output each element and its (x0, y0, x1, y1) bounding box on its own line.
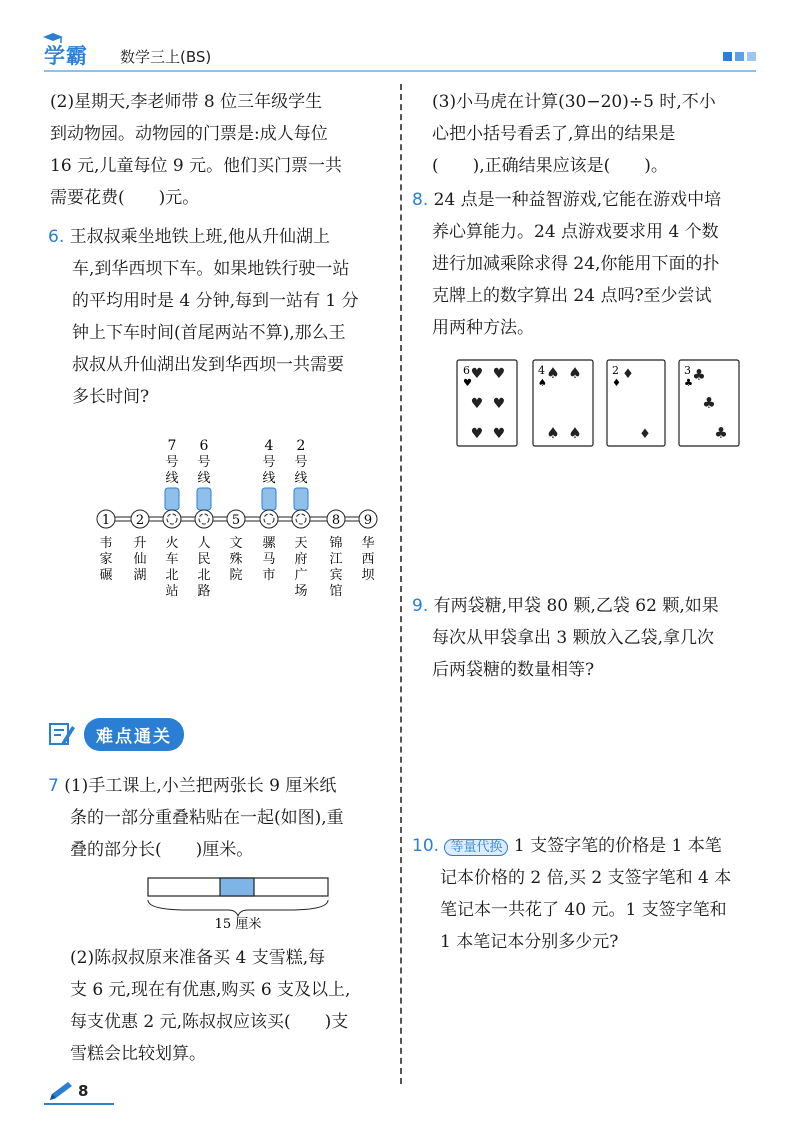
station-2 (131, 510, 149, 528)
text-line: (2)星期天,李老师带 8 位三年级学生 (50, 92, 323, 112)
svg-text:线: 线 (165, 471, 179, 486)
svg-text:8: 8 (331, 513, 341, 528)
svg-text:号: 号 (197, 455, 211, 470)
svg-text:场: 场 (294, 584, 308, 599)
text-line: 叠的部分长( )厘米。 (70, 840, 254, 860)
svg-text:北: 北 (197, 568, 211, 583)
text-line: 需要花费( )元。 (50, 188, 200, 208)
strip-total-label: 15 厘米 (214, 917, 262, 932)
svg-text:2: 2 (296, 438, 306, 454)
text-line: 雪糕会比较划算。 (70, 1044, 206, 1064)
svg-text:广: 广 (294, 568, 308, 583)
text-line: 钟上下车时间(首尾两站不算),那么王 (72, 323, 346, 343)
svg-text:人: 人 (197, 536, 211, 551)
svg-text:7: 7 (167, 438, 177, 454)
header-rule (44, 70, 756, 72)
svg-text:湖: 湖 (133, 568, 147, 583)
svg-text:♠: ♠ (546, 364, 560, 382)
svg-text:♠: ♠ (546, 424, 560, 442)
question-5-2 (50, 86, 390, 214)
text-line: 每次从甲袋拿出 3 颗放入乙袋,拿几次 (432, 628, 715, 648)
question-number: 9. (412, 596, 429, 616)
transfer-line-4 (262, 438, 276, 510)
question-number: 7 (48, 776, 59, 796)
method-tag: 等量代换 (444, 839, 508, 856)
svg-text:路: 路 (197, 584, 211, 599)
page-footer (44, 1078, 124, 1108)
svg-text:宾: 宾 (329, 568, 343, 583)
card-3-clubs (679, 360, 739, 446)
svg-text:♥: ♥ (492, 366, 506, 382)
section-banner (48, 718, 184, 750)
station-name-4 (197, 536, 210, 599)
brand-logo (44, 40, 88, 70)
svg-text:♥: ♥ (470, 426, 484, 442)
text-line: 24 点是一种益智游戏,它能在游戏中培 (433, 190, 722, 210)
header-decoration (723, 52, 756, 61)
logo-text: 学霸 (44, 44, 88, 68)
svg-text:9: 9 (363, 513, 373, 528)
text-line: 多长时间? (72, 387, 150, 407)
text-line: 叔叔从升仙湖出发到华西坝一共需要 (72, 355, 344, 375)
question-10 (412, 830, 757, 958)
station-name-3 (165, 535, 178, 599)
svg-text:馆: 馆 (329, 584, 343, 599)
text-line: 16 元,儿童每位 9 元。他们买门票一共 (50, 156, 343, 176)
svg-text:线: 线 (294, 471, 308, 486)
svg-text:4: 4 (538, 364, 545, 377)
question-number: 10. (412, 836, 440, 856)
question-7-3 (432, 86, 762, 182)
svg-text:民: 民 (197, 552, 211, 567)
pencil-note-icon (48, 720, 76, 748)
svg-text:升: 升 (133, 536, 147, 551)
svg-text:号: 号 (165, 455, 179, 470)
svg-text:韦: 韦 (99, 536, 113, 551)
station-6-transfer (260, 510, 278, 528)
question-number: 8. (412, 190, 429, 210)
svg-text:♦: ♦ (622, 367, 634, 382)
book-title: 数学三上(BS) (120, 48, 212, 66)
station-4-transfer (195, 510, 213, 528)
svg-text:3: 3 (684, 364, 691, 377)
station-5 (227, 510, 245, 528)
svg-text:锦: 锦 (329, 536, 343, 551)
question-8 (412, 184, 757, 344)
station-8 (327, 510, 345, 528)
question-9 (412, 590, 757, 686)
metro-line-diagram (88, 432, 388, 610)
station-name-8 (329, 536, 342, 599)
svg-text:院: 院 (229, 568, 243, 583)
svg-text:♣: ♣ (714, 424, 728, 442)
station-name-5 (229, 536, 242, 583)
pen-icon (48, 1080, 74, 1102)
svg-text:线: 线 (197, 471, 211, 486)
text-line: 条的一部分重叠粘贴在一起(如图),重 (70, 808, 344, 828)
transfer-line-7 (165, 438, 179, 510)
text-line: 笔记本一共花了 40 元。1 支签字笔和 (440, 900, 727, 920)
text-line: (1)手工课上,小兰把两张长 9 厘米纸 (64, 776, 337, 796)
text-line: 有两袋糖,甲袋 80 颗,乙袋 62 颗,如果 (433, 596, 719, 616)
svg-text:线: 线 (262, 471, 276, 486)
svg-text:4: 4 (264, 438, 274, 454)
svg-text:♥: ♥ (492, 396, 506, 412)
text-line: 王叔叔乘坐地铁上班,他从升仙湖上 (69, 227, 331, 247)
footer-rule (44, 1103, 114, 1105)
transfer-line-2 (294, 438, 308, 510)
station-name-9 (361, 535, 375, 583)
svg-text:号: 号 (262, 455, 276, 470)
svg-text:华: 华 (361, 536, 375, 551)
station-names (99, 535, 375, 599)
paper-strip-diagram (140, 872, 340, 932)
svg-text:5: 5 (231, 513, 241, 528)
svg-text:殊: 殊 (229, 552, 243, 567)
text-line: 的平均用时是 4 分钟,每到一站有 1 分 (72, 291, 359, 311)
svg-text:江: 江 (329, 552, 343, 567)
svg-text:♣: ♣ (702, 394, 716, 412)
svg-text:号: 号 (294, 455, 308, 470)
graduation-cap-icon (42, 32, 64, 46)
svg-text:1: 1 (101, 513, 111, 528)
svg-text:家: 家 (99, 552, 113, 567)
svg-text:♠: ♠ (538, 378, 547, 389)
svg-text:天: 天 (294, 536, 308, 551)
text-line: 心把小括号看丢了,算出的结果是 (432, 124, 676, 144)
card-2-diamonds (607, 360, 665, 446)
text-line: (2)陈叔叔原来准备买 4 支雪糕,每 (70, 948, 326, 968)
svg-text:♥: ♥ (470, 396, 484, 412)
svg-text:府: 府 (294, 552, 308, 567)
svg-text:市: 市 (262, 568, 276, 583)
svg-text:2: 2 (135, 513, 145, 528)
question-7-1 (48, 770, 388, 866)
svg-text:♥: ♥ (470, 366, 484, 382)
text-line: 养心算能力。24 点游戏要求用 4 个数 (432, 222, 719, 242)
svg-text:文: 文 (229, 536, 243, 551)
station-3-transfer (163, 510, 181, 528)
text-line: ( ),正确结果应该是( )。 (432, 156, 668, 176)
svg-text:♣: ♣ (692, 366, 706, 384)
text-line: 车,到华西坝下车。如果地铁行驶一站 (72, 259, 350, 279)
svg-text:♣: ♣ (684, 378, 693, 389)
text-line: 到动物园。动物园的门票是:成人每位 (50, 124, 328, 144)
svg-text:♥: ♥ (463, 378, 472, 389)
text-line: 每支优惠 2 元,陈叔叔应该买( )支 (70, 1012, 349, 1032)
question-number: 6. (48, 227, 65, 247)
svg-text:6: 6 (199, 438, 209, 454)
text-line: 支 6 元,现在有优惠,购买 6 支及以上, (70, 980, 351, 1000)
playing-cards (455, 356, 745, 452)
question-6 (48, 221, 388, 413)
text-line: 1 支签字笔的价格是 1 本笔 (513, 836, 722, 856)
card-6-hearts (457, 360, 517, 446)
station-name-2 (133, 536, 146, 583)
transfer-line-6 (197, 438, 211, 510)
text-line: 克牌上的数字算出 24 点吗?至少尝试 (432, 286, 712, 306)
svg-text:♦: ♦ (612, 378, 621, 389)
station-name-6 (262, 536, 276, 583)
svg-text:仙: 仙 (133, 552, 147, 567)
svg-text:马: 马 (262, 552, 276, 567)
question-7-2 (70, 942, 400, 1070)
page-header (44, 40, 756, 74)
section-title: 难点通关 (84, 718, 184, 751)
svg-text:♥: ♥ (492, 426, 506, 442)
station-name-7 (294, 536, 307, 599)
text-line: 记本价格的 2 倍,买 2 支签字笔和 4 本 (440, 868, 732, 888)
svg-text:♠: ♠ (568, 424, 582, 442)
svg-text:站: 站 (165, 584, 179, 599)
svg-text:碾: 碾 (99, 568, 113, 583)
svg-text:骡: 骡 (262, 536, 276, 551)
station-7-transfer (292, 510, 310, 528)
svg-text:西: 西 (361, 552, 375, 567)
station-name-1 (99, 535, 112, 583)
column-divider (400, 84, 402, 1084)
text-line: (3)小马虎在计算(30−20)÷5 时,不小 (432, 92, 716, 112)
text-line: 进行加减乘除求得 24,你能用下面的扑 (432, 254, 720, 274)
text-line: 用两种方法。 (432, 318, 534, 338)
station-9 (359, 510, 377, 528)
svg-text:车: 车 (165, 552, 179, 567)
svg-text:坝: 坝 (361, 568, 375, 583)
text-line: 1 本笔记本分别多少元? (440, 932, 619, 952)
svg-text:火: 火 (165, 536, 179, 551)
page-number: 8 (78, 1082, 89, 1100)
svg-text:北: 北 (165, 568, 179, 583)
svg-text:♦: ♦ (639, 427, 651, 442)
svg-text:♠: ♠ (568, 364, 582, 382)
station-1 (97, 510, 115, 528)
svg-text:2: 2 (612, 364, 619, 377)
text-line: 后两袋糖的数量相等? (432, 660, 595, 680)
svg-text:6: 6 (463, 364, 470, 377)
card-4-spades (533, 360, 593, 446)
